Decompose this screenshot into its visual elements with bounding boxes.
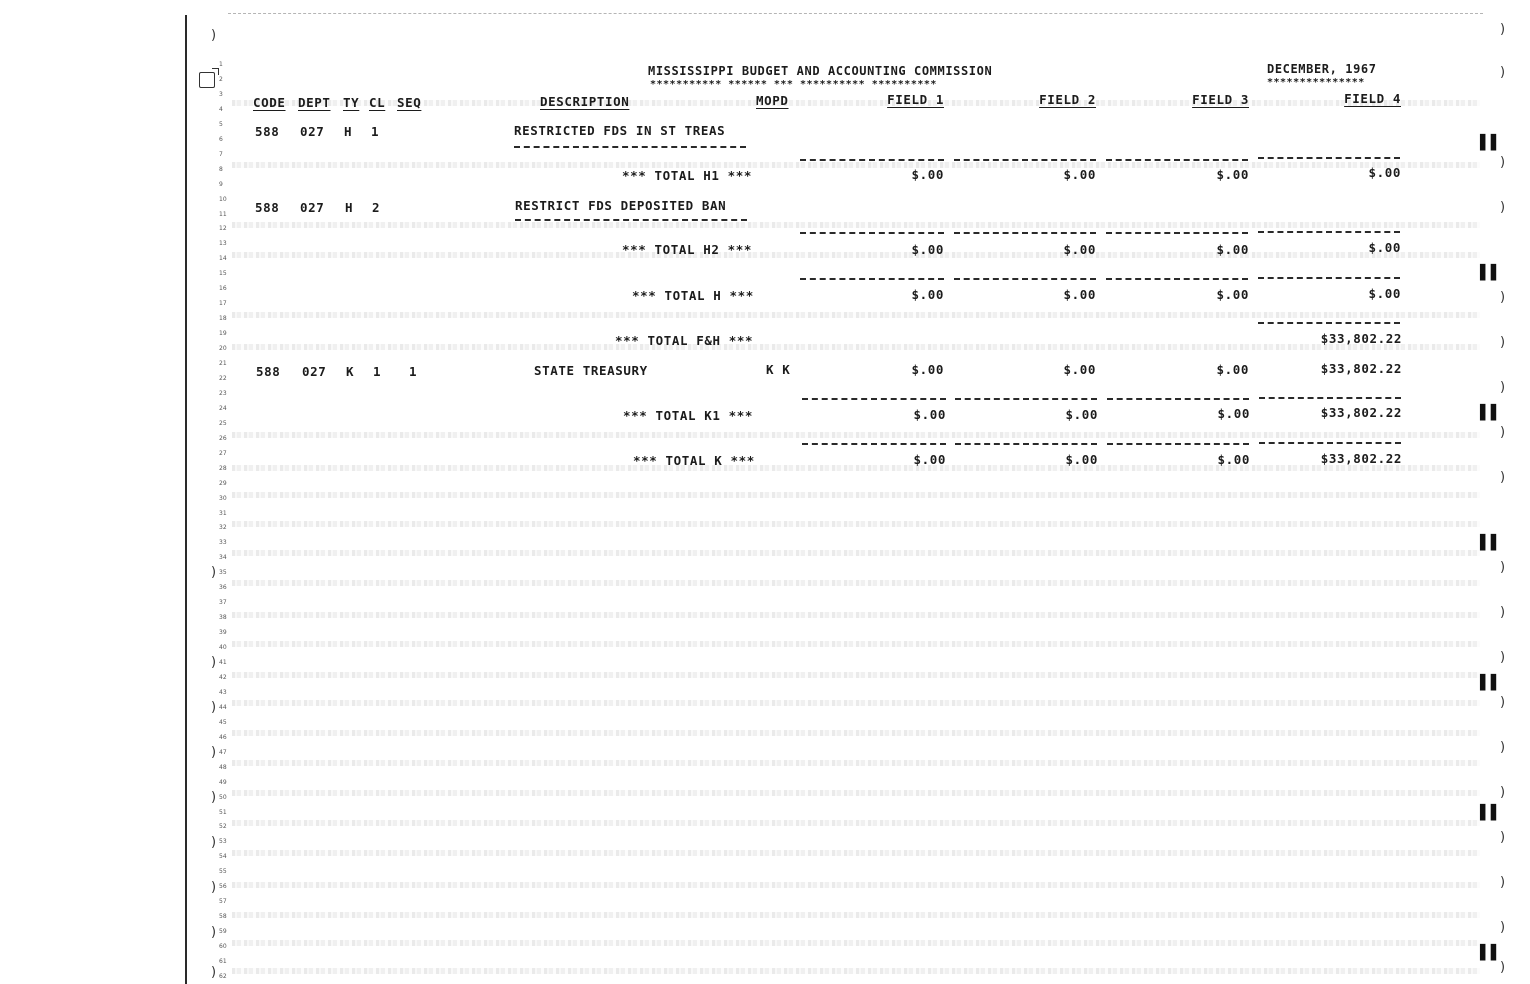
tractor-feed-hole-icon: ) [211,700,217,715]
line-number: 56 [219,883,227,891]
cell-code: 588 [255,124,280,139]
tractor-feed-hole-icon: ) [1500,605,1506,620]
separator [955,398,1097,400]
total-label: *** TOTAL H *** [632,288,754,303]
separator [955,443,1097,445]
line-number: 1 [219,61,223,68]
tractor-feed-hole-icon: ) [1500,425,1506,440]
line-number: 35 [219,569,227,577]
cell-cl: 2 [372,200,381,215]
line-number: 22 [219,374,227,382]
page-left-edge [185,15,187,984]
line-number: 43 [219,688,227,696]
line-number: 41 [219,659,227,666]
cell-ty: K [346,364,355,379]
line-number: 54 [219,853,227,861]
cell-ty: H [345,200,354,215]
tractor-feed-hole-icon: ) [1500,785,1506,800]
margin-mark: ▌▌ [1480,135,1502,151]
line-number: 58 [219,913,227,921]
tractor-feed-hole-icon: ) [211,655,217,670]
column-description: DESCRIPTION [540,94,630,109]
tractor-feed-hole-icon: ) [1500,695,1506,710]
total-field2: $.00 [1065,452,1098,467]
document-corner-icon [199,72,215,88]
cell-description: RESTRICT FDS DEPOSITED BAN [515,198,727,213]
cell-cl: 1 [373,364,382,379]
tractor-feed-hole-icon: ) [1500,920,1506,935]
report-date: DECEMBER, 1967 [1267,62,1377,76]
tractor-feed-hole-icon: ) [1500,650,1506,665]
separator [954,278,1096,280]
tractor-feed-hole-icon: ) [1500,560,1506,575]
tractor-feed-hole-icon: ) [211,965,217,980]
total-field1: $.00 [913,407,946,422]
total-field2: $.00 [1063,167,1096,182]
separator [954,159,1096,161]
tractor-feed-hole-icon: ) [211,745,217,760]
total-label: *** TOTAL K *** [633,453,755,468]
report-title-underline: *********** ****** *** ********** ********** [650,79,937,90]
separator [800,159,944,161]
cell-field4: $33,802.22 [1320,361,1402,376]
line-number: 55 [219,868,227,876]
line-number: 50 [219,793,227,801]
total-field4: $33,802.22 [1320,331,1402,346]
tractor-feed-hole-icon: ) [1500,470,1506,485]
tractor-feed-hole-icon: ) [211,565,217,580]
line-number: 57 [219,898,227,906]
line-number: 59 [219,928,227,936]
separator [1259,442,1401,444]
column-field2: FIELD 2 [1039,92,1096,107]
column-ty: TY [343,95,360,110]
line-number: 9 [219,180,223,188]
line-number: 11 [219,210,227,218]
line-number: 51 [219,808,227,816]
total-field4: $33,802.22 [1320,405,1402,420]
column-dept: DEPT [298,95,331,110]
column-field3: FIELD 3 [1192,92,1249,107]
separator [1106,232,1248,234]
description-underline [514,146,746,148]
line-number: 40 [219,644,227,652]
line-number: 39 [219,629,227,637]
line-number: 48 [219,763,227,771]
separator [1258,322,1400,324]
line-number: 62 [219,972,227,980]
line-number: 4 [219,105,223,113]
tractor-feed-hole-icon: ) [1500,380,1506,395]
total-label: *** TOTAL H2 *** [622,242,753,257]
tractor-feed-hole-icon: ) [1500,65,1506,80]
total-field3: $.00 [1217,452,1250,467]
line-number: 12 [219,225,227,233]
line-number: 52 [219,823,227,831]
tractor-feed-hole-icon: ) [1500,335,1506,350]
line-number: 25 [219,419,227,427]
line-number: 13 [219,240,227,248]
line-number: 33 [219,539,227,547]
total-field3: $.00 [1216,167,1249,182]
tractor-feed-hole-icon: ) [211,835,217,850]
total-field4: $.00 [1368,165,1401,180]
cell-seq: 1 [409,364,418,379]
total-field4: $.00 [1368,286,1401,301]
cell-dept: 027 [300,124,325,139]
tractor-feed-hole-icon: ) [1500,200,1506,215]
column-cl: CL [369,95,386,110]
cell-ty: H [344,124,353,139]
cell-field3: $.00 [1216,362,1249,377]
separator [1106,278,1248,280]
line-number: 7 [219,150,223,158]
line-number: 14 [219,255,227,263]
total-label: *** TOTAL H1 *** [622,168,753,183]
separator [1258,231,1400,233]
column-field1: FIELD 1 [887,92,944,107]
line-number: 19 [219,330,227,338]
line-number: 15 [219,270,227,278]
line-number: 27 [219,449,227,457]
line-number: 29 [219,479,227,487]
total-field3: $.00 [1216,287,1249,302]
tractor-feed-hole-icon: ) [1500,740,1506,755]
line-number: 5 [219,120,223,128]
column-field4: FIELD 4 [1344,91,1401,106]
line-number: 18 [219,315,227,323]
margin-mark: ▌▌ [1480,675,1502,691]
separator [1258,277,1400,279]
column-mopd: MOPD [756,93,789,108]
tractor-feed-hole-icon: ) [211,790,217,805]
total-field4: $.00 [1368,240,1401,255]
separator [954,232,1096,234]
line-number: 49 [219,778,227,786]
line-number: 42 [219,673,227,681]
total-field4: $33,802.22 [1320,451,1402,466]
total-label: *** TOTAL K1 *** [623,408,754,423]
description-underline [515,219,747,221]
line-number: 45 [219,718,227,726]
separator [800,232,944,234]
total-label: *** TOTAL F&H *** [615,333,754,348]
separator [1106,159,1248,161]
line-number: 3 [219,90,223,98]
separator [802,443,946,445]
tractor-feed-hole-icon: ) [1500,22,1506,37]
total-field1: $.00 [913,452,946,467]
line-number: 31 [219,509,227,517]
tractor-feed-hole-icon: ) [1500,960,1506,975]
separator [1258,157,1400,159]
tractor-feed-hole-icon: ) [1500,155,1506,170]
column-seq: SEQ [397,95,422,110]
line-number: 44 [219,703,227,711]
tractor-feed-hole-icon: ) [1500,290,1506,305]
line-number: 38 [219,614,227,622]
tractor-feed-hole-icon: ) [1500,875,1506,890]
line-number: 37 [219,599,227,607]
line-number: 36 [219,584,227,592]
cell-code: 588 [256,364,281,379]
page-top-perforation [228,13,1483,14]
line-number: 46 [219,733,227,741]
line-number: 60 [219,943,227,951]
cell-description: RESTRICTED FDS IN ST TREAS [514,123,726,138]
cell-field2: $.00 [1063,362,1096,377]
margin-mark: ▌▌ [1480,945,1502,961]
line-number: 8 [219,165,223,173]
cell-code: 588 [255,200,280,215]
total-field2: $.00 [1065,407,1098,422]
line-number: 34 [219,554,227,562]
total-field1: $.00 [911,287,944,302]
total-field1: $.00 [911,242,944,257]
column-code: CODE [253,95,286,110]
total-field2: $.00 [1063,242,1096,257]
line-number: 28 [219,464,227,472]
line-number: 23 [219,389,227,397]
line-number: 17 [219,300,227,308]
line-number: 26 [219,434,227,442]
line-number: 20 [219,345,227,353]
separator [1107,398,1249,400]
tractor-feed-hole-icon: ) [211,925,217,940]
cell-field1: $.00 [911,362,944,377]
cell-mopd: K K [766,362,791,377]
line-number: 24 [219,404,227,412]
separator [800,278,944,280]
line-number: 47 [219,748,227,756]
line-number: 2 [219,75,223,83]
total-field2: $.00 [1063,287,1096,302]
total-field3: $.00 [1217,406,1250,421]
line-number: 30 [219,494,227,502]
line-number: 6 [219,135,223,143]
line-number: 32 [219,524,227,532]
line-number: 61 [219,958,227,965]
margin-mark: ▌▌ [1480,265,1502,281]
total-field3: $.00 [1216,242,1249,257]
report-date-underline: *************** [1267,77,1365,88]
cell-dept: 027 [300,200,325,215]
cell-description: STATE TREASURY [534,363,648,378]
margin-mark: ▌▌ [1480,805,1502,821]
margin-mark: ▌▌ [1480,535,1502,551]
margin-mark: ▌▌ [1480,405,1502,421]
cell-cl: 1 [371,124,380,139]
line-number: 21 [219,360,227,367]
separator [1107,443,1249,445]
tractor-feed-hole-icon: ) [211,28,217,43]
tractor-feed-hole-icon: ) [1500,830,1506,845]
tractor-feed-hole-icon: ) [211,880,217,895]
report-title: MISSISSIPPI BUDGET AND ACCOUNTING COMMISSION [648,64,993,78]
separator [1259,397,1401,399]
line-number: 16 [219,285,227,293]
line-number: 53 [219,838,227,846]
separator [802,398,946,400]
total-field1: $.00 [911,167,944,182]
cell-dept: 027 [302,364,327,379]
line-number: 10 [219,195,227,203]
